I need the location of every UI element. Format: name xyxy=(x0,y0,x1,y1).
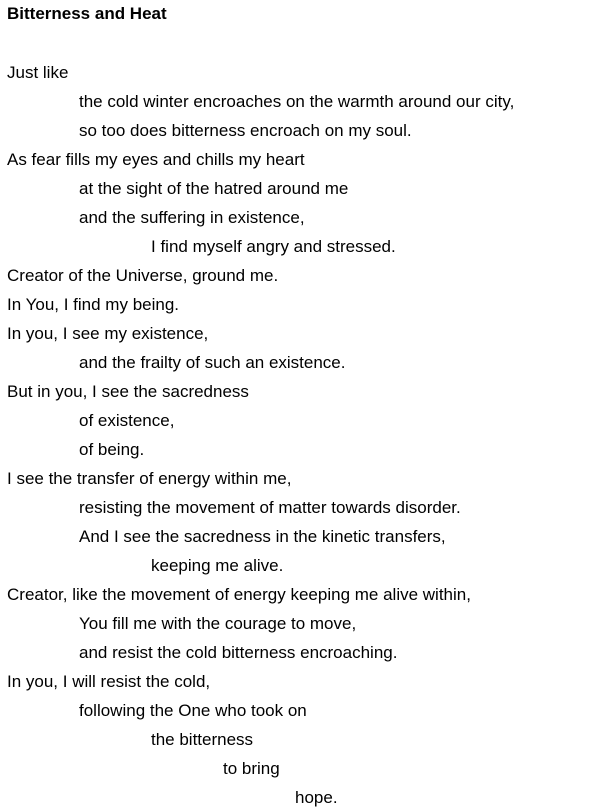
poem-line: and resist the cold bitterness encroaching. xyxy=(79,643,398,662)
poem-line: resisting the movement of matter towards disorder. xyxy=(79,498,461,517)
poem-line: Just like xyxy=(7,63,69,82)
poem-line: I find myself angry and stressed. xyxy=(151,237,396,256)
poem-line: the cold winter encroaches on the warmth around our city, xyxy=(79,92,515,111)
poem-line: the bitterness xyxy=(151,730,254,749)
poem-line: In you, I will resist the cold, xyxy=(7,672,211,691)
poem-line: In you, I see my existence, xyxy=(7,324,209,343)
poem-line: keeping me alive. xyxy=(151,556,284,575)
poem-line: of existence, xyxy=(79,411,175,430)
poem-line: You fill me with the courage to move, xyxy=(79,614,357,633)
poem-line: and the frailty of such an existence. xyxy=(79,353,346,372)
poem-line: Creator, like the movement of energy keeping me alive within, xyxy=(7,585,471,604)
poem-line: Creator of the Universe, ground me. xyxy=(7,266,279,285)
poem-title: Bitterness and Heat xyxy=(7,4,167,23)
poem-line: But in you, I see the sacredness xyxy=(7,382,249,401)
poem-line: In You, I find my being. xyxy=(7,295,180,314)
poem-line: at the sight of the hatred around me xyxy=(79,179,349,198)
poem-line: and the suffering in existence, xyxy=(79,208,305,227)
poem-line: of being. xyxy=(79,440,145,459)
poem-line: hope. xyxy=(295,788,338,807)
poem-line: As fear fills my eyes and chills my heart xyxy=(7,150,305,169)
poem-line: And I see the sacredness in the kinetic transfers, xyxy=(79,527,446,546)
poem-line: I see the transfer of energy within me, xyxy=(7,469,292,488)
poem-body xyxy=(0,58,611,812)
poem-line: following the One who took on xyxy=(79,701,307,720)
poem-line: to bring xyxy=(223,759,280,778)
poem-line: so too does bitterness encroach on my soul. xyxy=(79,121,412,140)
